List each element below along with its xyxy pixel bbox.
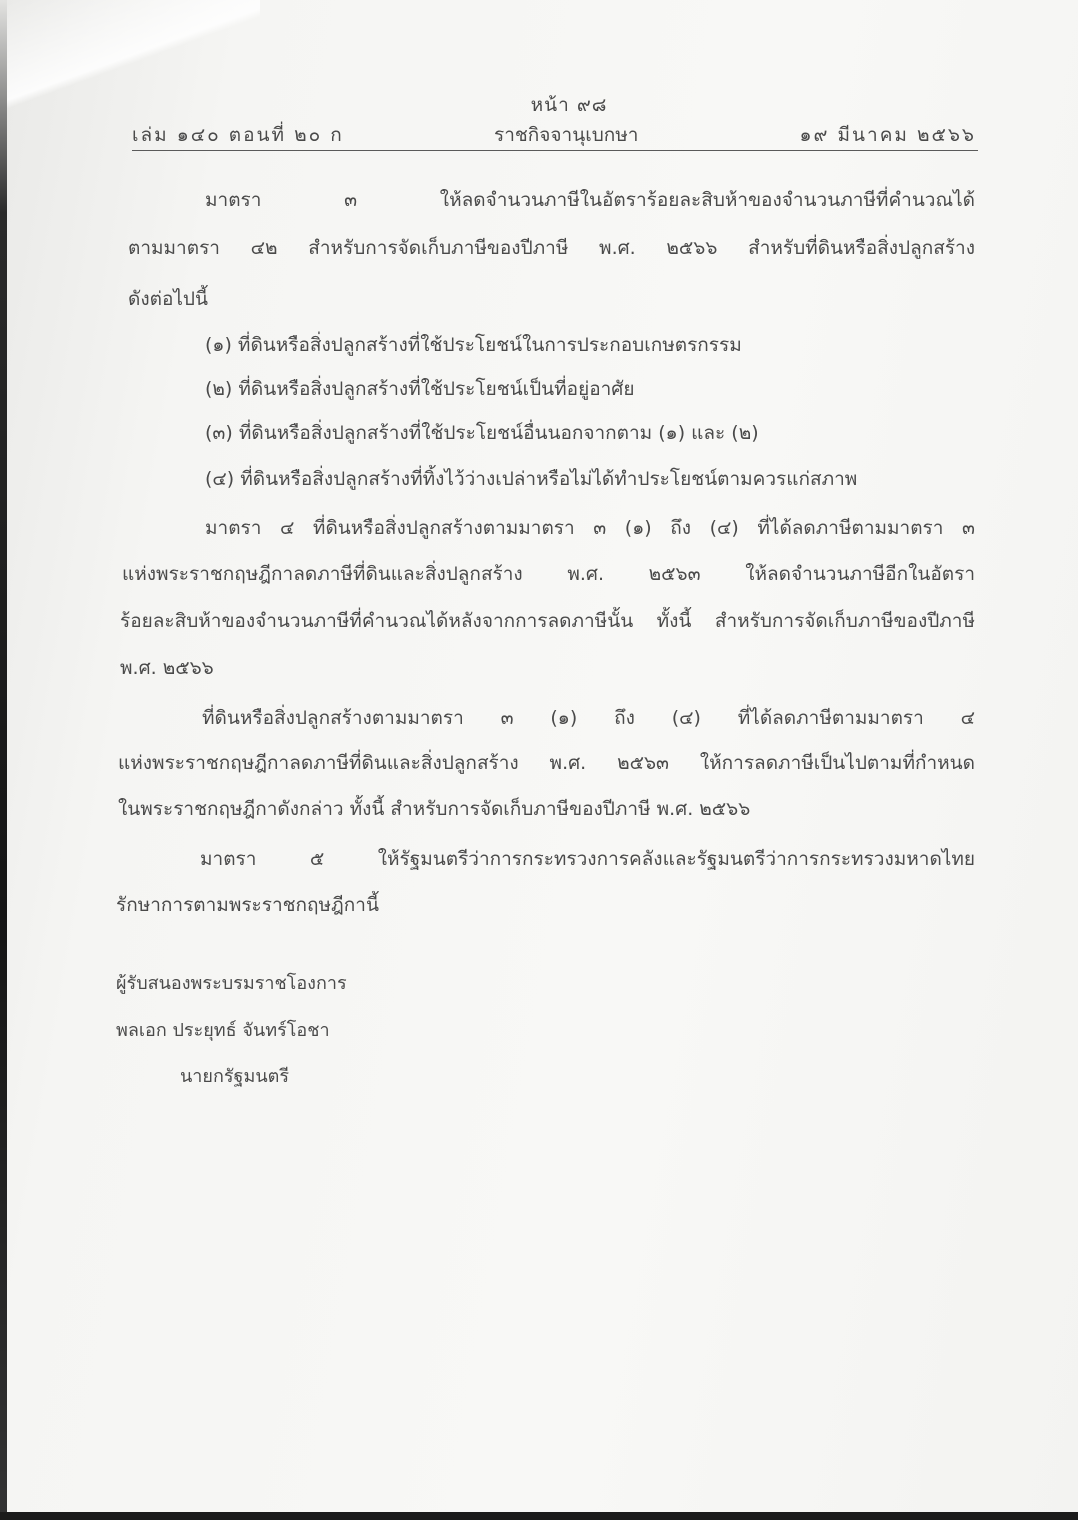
section-4-line-4: พ.ศ. ๒๕๖๖ bbox=[120, 657, 214, 679]
section-4-para2-line-1: ที่ดินหรือสิ่งปลูกสร้างตามมาตรา ๓ (๑) ถึง (๔) ที่ได้ลดภาษีตามมาตรา ๔ bbox=[202, 707, 975, 729]
section-4-para2-line-3: ในพระราชกฤษฎีกาดังกล่าว ทั้งนี้ สำหรับการจัดเก็บภาษีของปีภาษี พ.ศ. ๒๕๖๖ bbox=[118, 798, 751, 820]
list-item-2: (๒) ที่ดินหรือสิ่งปลูกสร้างที่ใช้ประโยชน์เป็นที่อยู่อาศัย bbox=[205, 378, 635, 400]
section-3-line-2: ตามมาตรา ๔๒ สำหรับการจัดเก็บภาษีของปีภาษี พ.ศ. ๒๕๖๖ สำหรับที่ดินหรือสิ่งปลูกสร้าง bbox=[128, 237, 975, 259]
section-5-line-2: รักษาการตามพระราชกฤษฎีกานี้ bbox=[116, 894, 379, 916]
section-4-line-3: ร้อยละสิบห้าของจำนวนภาษีที่คำนวณได้หลังจากการลดภาษีนั้น ทั้งนี้ สำหรับการจัดเก็บภาษีของปีภาษี bbox=[120, 610, 975, 632]
section-3-line-3: ดังต่อไปนี้ bbox=[128, 288, 208, 310]
signer-position: นายกรัฐมนตรี bbox=[180, 1066, 289, 1087]
section-5-line-1: มาตรา ๕ ให้รัฐมนตรีว่าการกระทรวงการคลังและรัฐมนตรีว่าการกระทรวงมหาดไทย bbox=[200, 848, 975, 870]
page-number: หน้า ๙๘ bbox=[530, 94, 608, 116]
header-divider bbox=[132, 150, 978, 151]
section-4-line-1: มาตรา ๔ ที่ดินหรือสิ่งปลูกสร้างตามมาตรา ๓ (๑) ถึง (๔) ที่ได้ลดภาษีตามมาตรา ๓ bbox=[205, 517, 975, 539]
scan-bottom-edge bbox=[0, 1512, 1078, 1520]
issue-date: ๑๙ มีนาคม ๒๕๖๖ bbox=[799, 124, 976, 146]
signer-name: พลเอก ประยุทธ์ จันทร์โอชา bbox=[116, 1020, 330, 1041]
countersign-label: ผู้รับสนองพระบรมราชโองการ bbox=[116, 973, 347, 994]
section-4-para2-line-2: แห่งพระราชกฤษฎีกาลดภาษีที่ดินและสิ่งปลูกสร้าง พ.ศ. ๒๕๖๓ ให้การลดภาษีเป็นไปตามที่กำหนด bbox=[118, 752, 975, 774]
list-item-1: (๑) ที่ดินหรือสิ่งปลูกสร้างที่ใช้ประโยชน์ในการประกอบเกษตรกรรม bbox=[205, 334, 742, 356]
section-4-line-2: แห่งพระราชกฤษฎีกาลดภาษีที่ดินและสิ่งปลูกสร้าง พ.ศ. ๒๕๖๓ ให้ลดจำนวนภาษีอีกในอัตรา bbox=[122, 563, 975, 585]
gazette-title: ราชกิจจานุเบกษา bbox=[494, 124, 639, 146]
list-item-4: (๔) ที่ดินหรือสิ่งปลูกสร้างที่ทิ้งไว้ว่างเปล่าหรือไม่ได้ทำประโยชน์ตามควรแก่สภาพ bbox=[205, 468, 858, 490]
section-3-line-1: มาตรา ๓ ให้ลดจำนวนภาษีในอัตราร้อยละสิบห้าของจำนวนภาษีที่คำนวณได้ bbox=[205, 189, 975, 211]
volume-issue: เล่ม ๑๔๐ ตอนที่ ๒๐ ก bbox=[132, 124, 344, 146]
scan-left-edge bbox=[0, 0, 7, 1520]
list-item-3: (๓) ที่ดินหรือสิ่งปลูกสร้างที่ใช้ประโยชน์อื่นนอกจากตาม (๑) และ (๒) bbox=[205, 422, 759, 444]
gazette-header bbox=[132, 120, 976, 150]
